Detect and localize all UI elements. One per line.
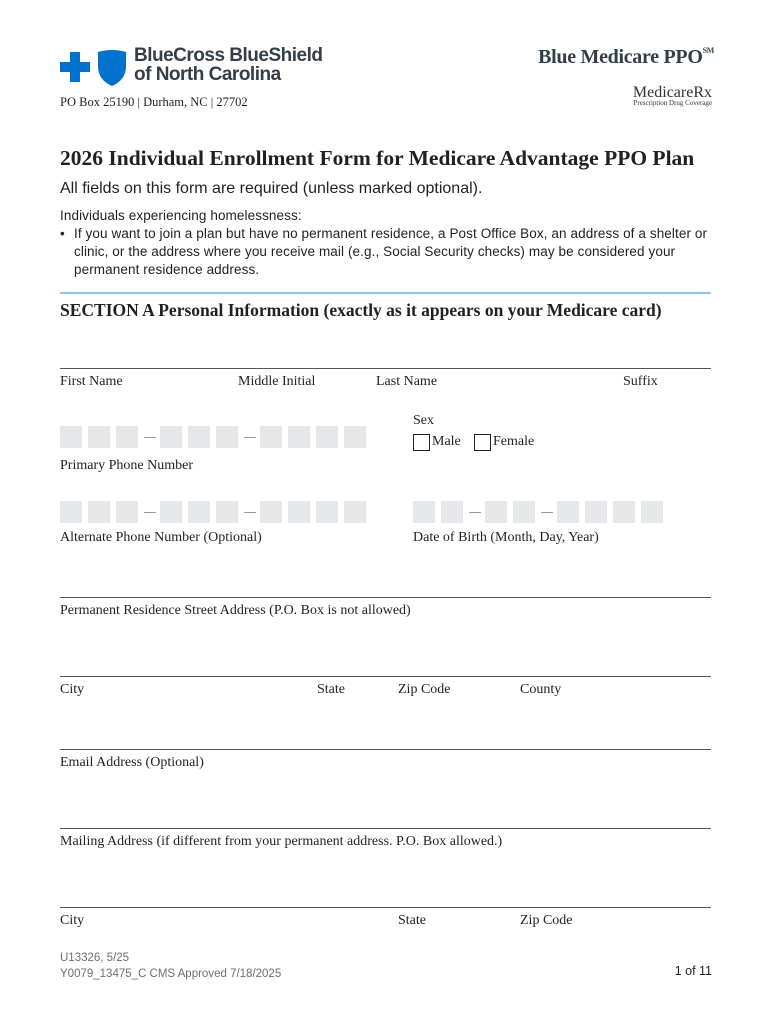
form-code (60, 950, 281, 982)
street-address-line[interactable] (60, 597, 711, 598)
suffix-label: Suffix (623, 374, 658, 389)
male-checkbox[interactable] (413, 434, 430, 451)
cross-shield-icon (60, 46, 130, 86)
sex-label: Sex (413, 413, 434, 428)
mailing-address: PO Box 25190 | Durham, NC | 27702 (60, 95, 248, 109)
email-line[interactable] (60, 749, 711, 750)
middle-initial-label: Middle Initial (238, 374, 316, 389)
logo-line2: of North Carolina (134, 64, 281, 85)
logo-line1: BlueCross BlueShield (134, 45, 323, 66)
medicarerx-main: MedicareRx (632, 84, 712, 101)
plan-name: Blue Medicare PPO℠ (538, 46, 714, 68)
mailing-city-label: City (60, 913, 85, 928)
section-divider (60, 292, 711, 294)
homeless-bullet: • If you want to join a plan but have no permanent residence, a Post Office Box, an address of a shelter or clinic, or the address where you receive mail (e.g., Social Security checks) may be considered your permanent residence address. (60, 226, 708, 277)
homeless-note (60, 207, 720, 279)
female-label: Female (493, 434, 535, 449)
form-code-1: U13326, 5/25 (60, 952, 130, 964)
bullet-icon: • (60, 226, 65, 241)
section-a-title: SECTION A Personal Information (exactly as it appears on your Medicare card) (60, 300, 662, 320)
county-label: County (520, 682, 562, 697)
dob-input[interactable] (413, 501, 669, 523)
primary-phone-input[interactable] (60, 426, 372, 448)
medicarerx-sub: Prescription Drug Coverage (633, 99, 712, 107)
dob-label: Date of Birth (Month, Day, Year) (413, 530, 599, 545)
state-label: State (317, 682, 345, 697)
zip-label: Zip Code (398, 682, 451, 697)
homeless-heading: Individuals experiencing homelessness: (60, 208, 302, 223)
medicarerx-logo (633, 85, 712, 107)
name-line[interactable] (60, 368, 711, 369)
male-label: Male (432, 434, 461, 449)
mailing-city-line[interactable] (60, 907, 711, 908)
form-subtitle: All fields on this form are required (unless marked optional). (60, 180, 483, 197)
form-code-2: Y0079_13475_C CMS Approved 7/18/2025 (60, 968, 282, 980)
last-name-label: Last Name (376, 374, 438, 389)
email-label: Email Address (Optional) (60, 755, 204, 770)
first-name-label: First Name (60, 374, 123, 389)
alternate-phone-label: Alternate Phone Number (Optional) (60, 530, 262, 545)
bcbs-logo (60, 46, 130, 86)
form-title: 2026 Individual Enrollment Form for Medicare Advantage PPO Plan (60, 146, 695, 170)
city-label: City (60, 682, 85, 697)
city-line[interactable] (60, 676, 711, 677)
female-checkbox[interactable] (474, 434, 491, 451)
mailing-address-label: Mailing Address (if different from your permanent address. P.O. Box allowed.) (60, 834, 503, 849)
mailing-zip-label: Zip Code (520, 913, 573, 928)
alternate-phone-input[interactable] (60, 501, 372, 523)
street-address-label: Permanent Residence Street Address (P.O. Box is not allowed) (60, 603, 411, 618)
page-number: 1 of 11 (674, 964, 712, 978)
mailing-state-label: State (398, 913, 426, 928)
primary-phone-label: Primary Phone Number (60, 458, 193, 473)
logo-text (134, 46, 323, 84)
mailing-address-line[interactable] (60, 828, 711, 829)
